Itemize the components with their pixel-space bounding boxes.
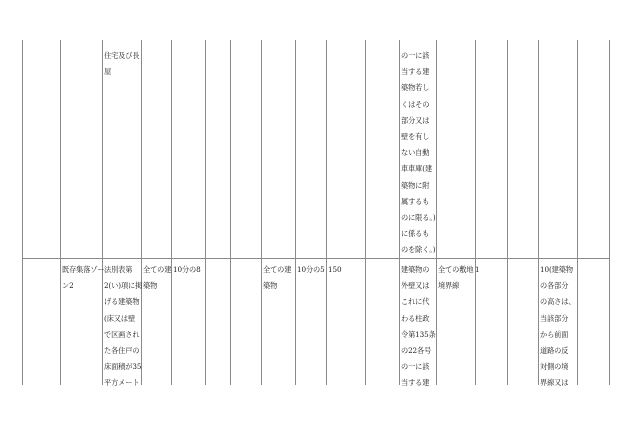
- row1-use-cell: 住宅及び長 屋: [104, 51, 140, 77]
- row2-condition-cell: 建築物の 外壁又は これに代 わる柱政 令第135条 の22各号 の一に該 当する建: [401, 265, 436, 388]
- row2-value-cell: 1: [475, 265, 480, 274]
- table-border: [295, 40, 296, 385]
- table-border: [326, 40, 327, 385]
- table-border: [205, 40, 206, 385]
- row2-ratio-b-cell: 10分の5: [297, 265, 325, 274]
- table-border: [261, 40, 262, 385]
- table-border: [171, 40, 172, 385]
- table-border: [230, 40, 231, 385]
- row1-condition-cell: の一に該 当する建 築物若し くはその 部分又は 壁を有し ない自動 車車庫(建 築物に附 属するも のに限る。) に係るも のを除く。): [401, 51, 436, 255]
- table-border: [102, 40, 103, 385]
- table-border: [365, 40, 366, 385]
- row2-use-cell: 法別表第 2(い)項に掲 げる建築物 (床又は壁 で区画され た各住戸の 床面積が35 平方メート: [104, 265, 143, 388]
- table-border: [609, 40, 610, 385]
- table-border: [60, 40, 61, 385]
- row2-zone-cell: 既存集落ゾー ン2: [62, 265, 105, 291]
- table-border: [577, 40, 578, 385]
- row-separator: [22, 258, 609, 259]
- table-border: [399, 40, 400, 385]
- row2-boundary-cell: 全ての敷地 境界線: [438, 265, 474, 291]
- table-border: [507, 40, 508, 385]
- row2-number-cell: 150: [328, 265, 342, 274]
- row2-ratio-a-cell: 10分の8: [173, 265, 201, 274]
- row2-building-b-cell: 全ての建 築物: [263, 265, 292, 291]
- table-border: [22, 40, 23, 385]
- row2-building-a-cell: 全ての建 築物: [143, 265, 172, 291]
- table-border: [436, 40, 437, 385]
- table-border: [475, 40, 476, 385]
- row2-height-cell: 10(建築物 の各部分 の高さは、 当該部分 から前面 道路の反 対側の境 界線又は: [540, 265, 576, 388]
- table-border: [538, 40, 539, 385]
